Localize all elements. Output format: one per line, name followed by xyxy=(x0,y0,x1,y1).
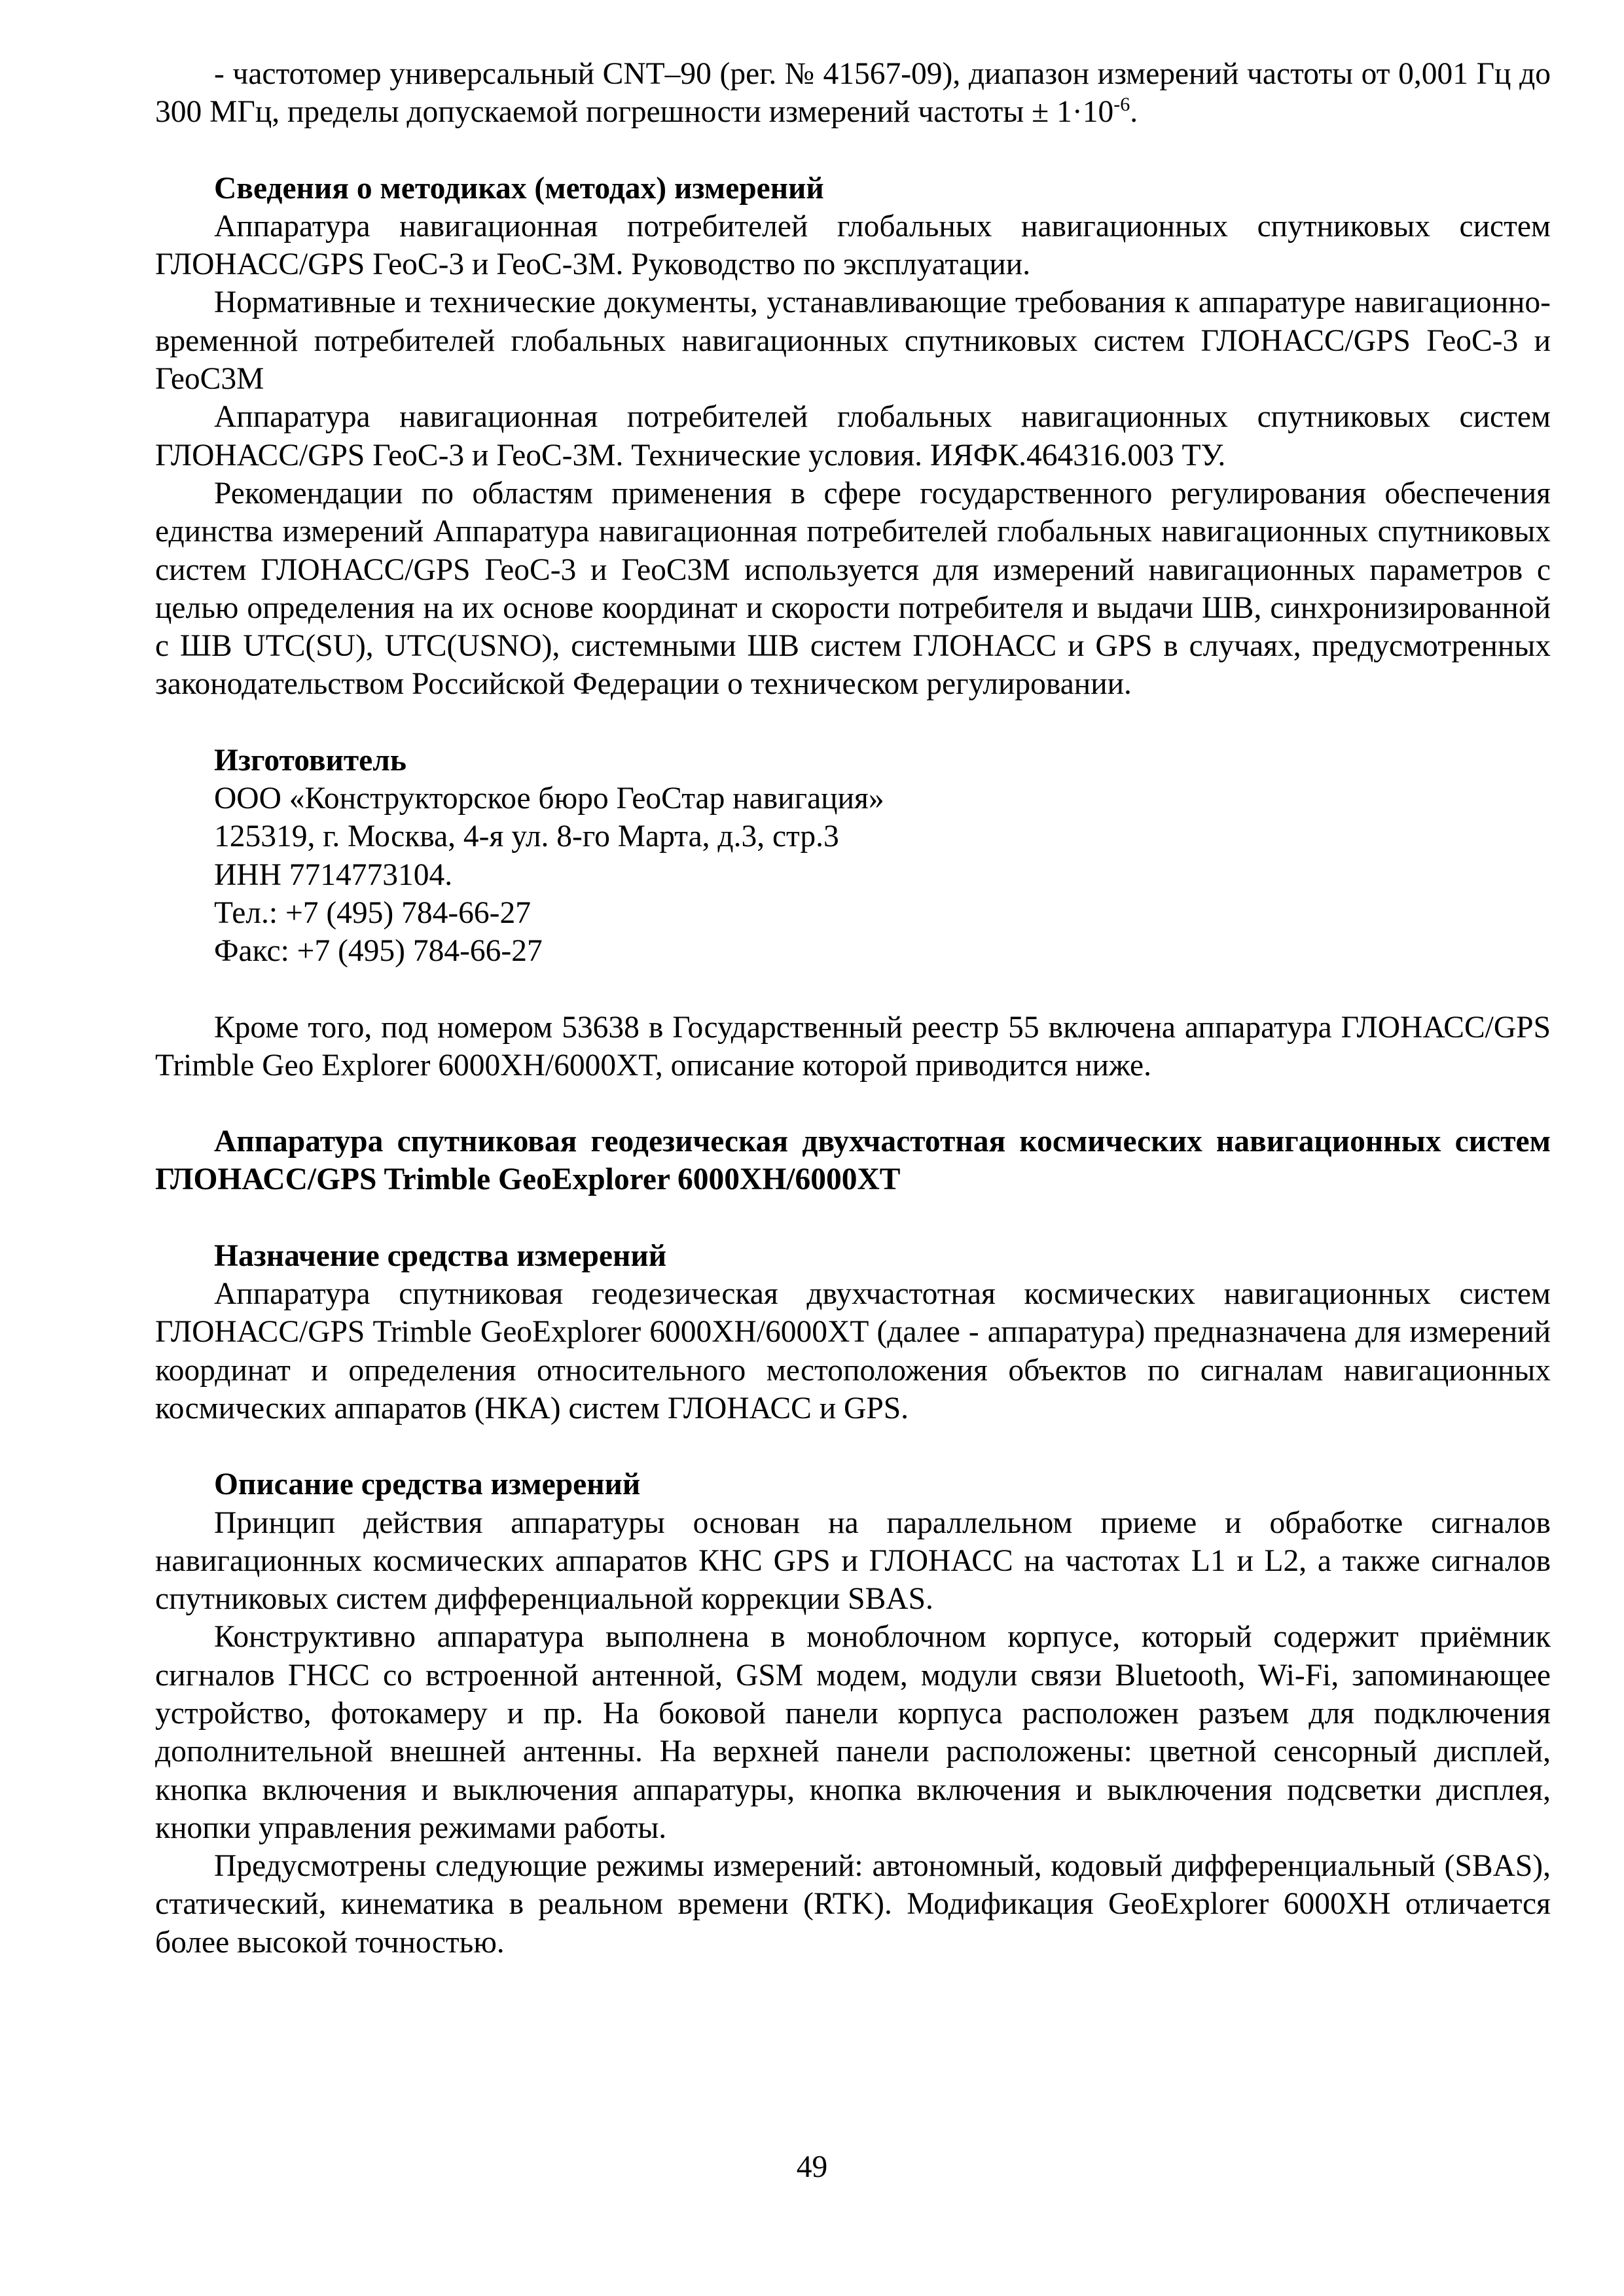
recommendations-paragraph: Рекомендации по областям применения в сфере государственного регулирования обеспечения единства измерений Аппаратура навигационная потребителей глобальных навигационных спутниковых систем ГЛОНАСС/GPS ГеоС-3 и ГеоС3М используется для измерений навигационных параметров с целью определения на их основе координат и скорости потребителя и выдачи ШВ, синхронизированной с ШВ UTC(SU), UTC(USNO), системными ШВ систем ГЛОНАСС и GPS в случаях, предусмотренных законодательством Российской Федерации о техническом регулировании. xyxy=(155,476,1551,702)
exponent: -6 xyxy=(1113,94,1130,116)
manufacturer-phone: Тел.: +7 (495) 784-66-27 xyxy=(214,895,531,930)
manufacturer-fax: Факс: +7 (495) 784-66-27 xyxy=(214,934,543,969)
manufacturer-address: 125319, г. Москва, 4-я ул. 8-го Марта, д.3, стр.3 xyxy=(214,819,839,854)
frequency-meter-text: - частотомер универсальный CNT–90 (рег. № 41567-09), диапазон измерений частоты от 0,001 Гц до 300 МГц, пределы допускаемой погрешности измерений частоты ± 1·10 xyxy=(155,57,1551,130)
page-number: 49 xyxy=(796,2150,828,2184)
description-paragraph-2: Конструктивно аппаратура выполнена в моноблочном корпусе, который содержит приёмник сигналов ГНСС со встроенной антенной, GSM модем, модули связи Bluetooth, Wi-Fi, запоминающее устройство, фотокамеру и пр. На боковой панели корпуса расположен разъем для подключения дополнительной внешней антенны. На верхней панели расположены: цветной сенсорный дисплей, кнопка включения и выключения аппаратуры, кнопка включения и выключения подсветки дисплея, кнопки управления режимами работы. xyxy=(155,1620,1551,1845)
purpose-heading: Назначение средства измерений xyxy=(214,1238,667,1273)
description-paragraph-1: Принцип действия аппаратуры основан на параллельном приеме и обработке сигналов навигационных космических аппаратов КНС GPS и ГЛОНАСС на частотах L1 и L2, а также сигналов спутниковых систем дифференциальной коррекции SBAS. xyxy=(155,1505,1551,1617)
manufacturer-heading: Изготовитель xyxy=(214,743,407,778)
device-title: Аппаратура спутниковая геодезическая двухчастотная космических навигационных систем ГЛОНАСС/GPS Trimble GeoExplorer 6000XH/6000XT xyxy=(155,1124,1551,1197)
frequency-meter-paragraph xyxy=(155,55,1551,132)
methods-paragraph: Аппаратура навигационная потребителей глобальных навигационных спутниковых систем ГЛОНАСС/GPS ГеоС-3 и ГеоС-3М. Руководство по эксплуатации. xyxy=(155,209,1551,282)
tech-conditions-paragraph: Аппаратура навигационная потребителей глобальных навигационных спутниковых систем ГЛОНАСС/GPS ГеоС-3 и ГеоС-3М. Технические условия. ИЯФК.464316.003 ТУ. xyxy=(155,400,1551,473)
manufacturer-name: ООО «Конструкторское бюро ГеоСтар навигация» xyxy=(214,781,884,816)
description-heading: Описание средства измерений xyxy=(214,1467,641,1502)
document-page xyxy=(155,55,1551,1962)
manufacturer-block xyxy=(155,780,1551,970)
manufacturer-inn: ИНН 7714773104. xyxy=(214,857,453,892)
methods-heading: Сведения о методиках (методах) измерений xyxy=(214,171,824,206)
frequency-meter-end: . xyxy=(1130,95,1138,130)
description-paragraph-3: Предусмотрены следующие режимы измерений: автономный, кодовый дифференциальный (SBAS), статический, кинематика в реальном времени (RTK). Модификация GeoExplorer 6000XH отличается более высокой точностью. xyxy=(155,1849,1551,1960)
also-included-paragraph: Кроме того, под номером 53638 в Государственный реестр 55 включена аппаратура ГЛОНАСС/GPS Trimble Geo Explorer 6000XH/6000XT, описание которой приводится ниже. xyxy=(155,1010,1551,1083)
purpose-paragraph: Аппаратура спутниковая геодезическая двухчастотная космических навигационных систем ГЛОНАСС/GPS Trimble GeoExplorer 6000XH/6000XT (далее - аппаратура) предназначена для измерений координат и определения относительного местоположения объектов по сигналам навигационных космических аппаратов (НКА) систем ГЛОНАСС и GPS. xyxy=(155,1277,1551,1426)
normative-paragraph: Нормативные и технические документы, устанавливающие требования к аппаратуре навигационно-временной потребителей глобальных навигационных спутниковых систем ГЛОНАСС/GPS ГеоС-3 и ГеоС3М xyxy=(155,285,1551,397)
